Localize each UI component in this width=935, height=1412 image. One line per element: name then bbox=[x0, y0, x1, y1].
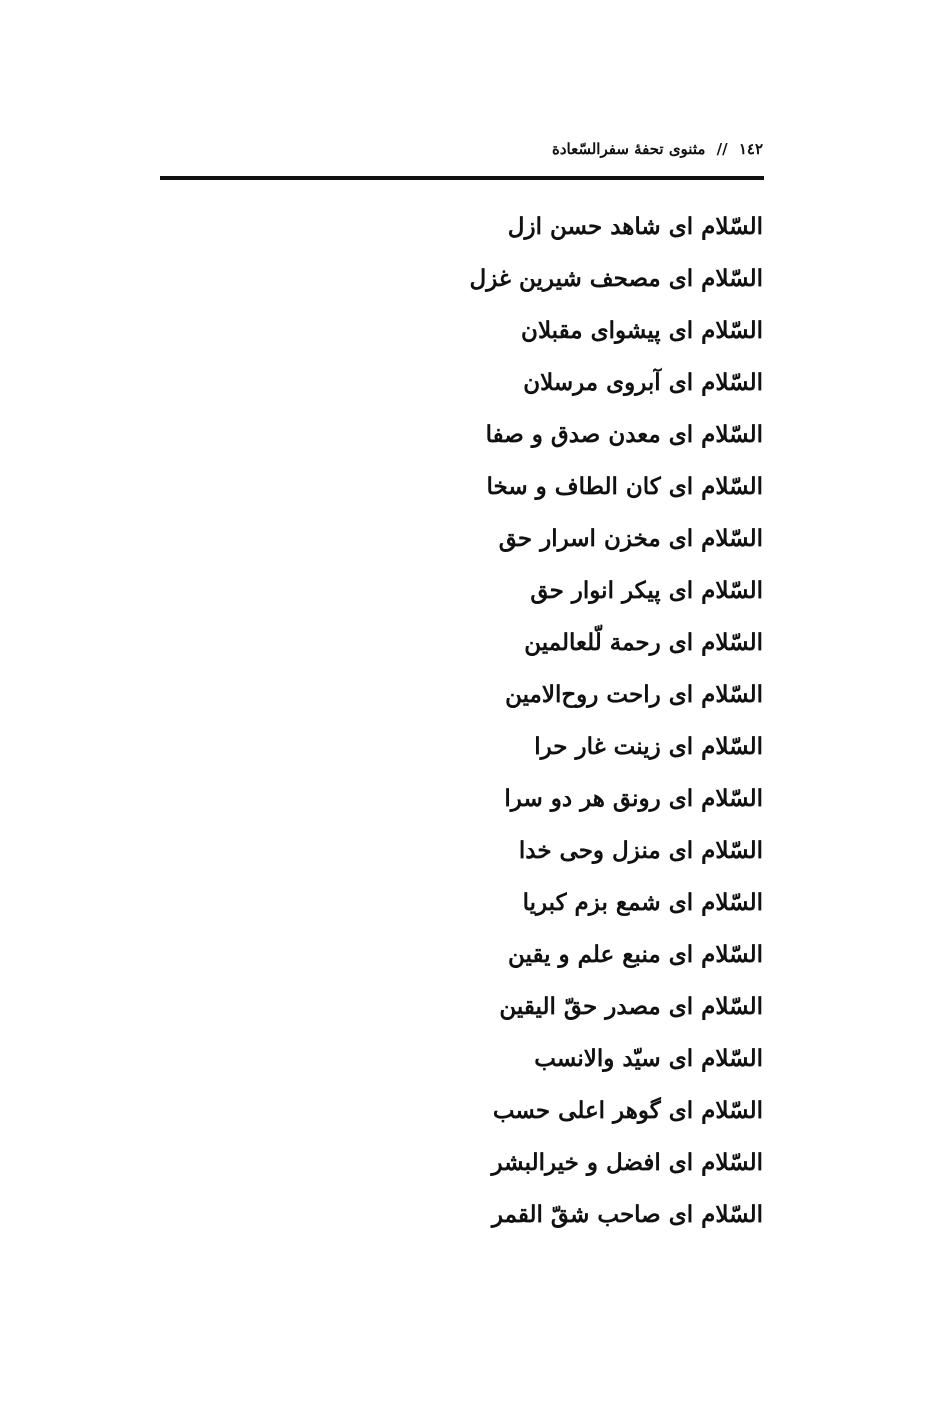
verse-line: السّلام ای پیشوای مقبلان bbox=[521, 317, 763, 344]
verse-line: السّلام ای زینت غار حرا bbox=[534, 733, 763, 760]
verse-line: السّلام ای کان الطاف و سخا bbox=[486, 473, 763, 500]
verse-line: السّلام ای شاهد حسن ازل bbox=[507, 213, 763, 240]
verse-line: السّلام ای منزل وحی خدا bbox=[518, 837, 763, 864]
verse-line: السّلام ای صاحب شقّ القمر bbox=[491, 1201, 763, 1228]
verse-line: السّلام ای سیّد والانسب bbox=[534, 1045, 763, 1072]
verse-line: السّلام ای رونق هر دو سرا bbox=[504, 785, 763, 812]
verse-line: السّلام ای آبروی مرسلان bbox=[523, 369, 763, 396]
verse-line: السّلام ای معدن صدق و صفا bbox=[485, 421, 763, 448]
verse-line: السّلام ای راحت روح‌الامین bbox=[505, 681, 763, 708]
verse-line: السّلام ای افضل و خیرالبشر bbox=[491, 1149, 763, 1176]
header-separator: // bbox=[716, 140, 728, 158]
running-header bbox=[552, 140, 763, 158]
book-title: مثنوی تحفهٔ سفرالسّعادة bbox=[551, 140, 706, 158]
verse-line: السّلام ای پیکر انوار حق bbox=[530, 577, 763, 604]
page-number: ١٤٢ bbox=[738, 140, 763, 158]
verse-line: السّلام ای شمع بزم کبریا bbox=[522, 889, 763, 916]
verse-line: السّلام ای منبع علم و یقین bbox=[508, 941, 763, 968]
verse-line: السّلام ای مخزن اسرار حق bbox=[498, 525, 763, 552]
verse-line: السّلام ای گوهر اعلی حسب bbox=[492, 1097, 763, 1124]
header-rule bbox=[160, 176, 764, 180]
verse-line: السّلام ای مصدر حقّ الیقین bbox=[499, 993, 763, 1020]
verse-list bbox=[163, 203, 763, 1243]
verse-line: السّلام ای مصحف شیرین غزل bbox=[469, 265, 763, 292]
verse-line: السّلام ای رحمة لّلعالمین bbox=[524, 629, 763, 656]
